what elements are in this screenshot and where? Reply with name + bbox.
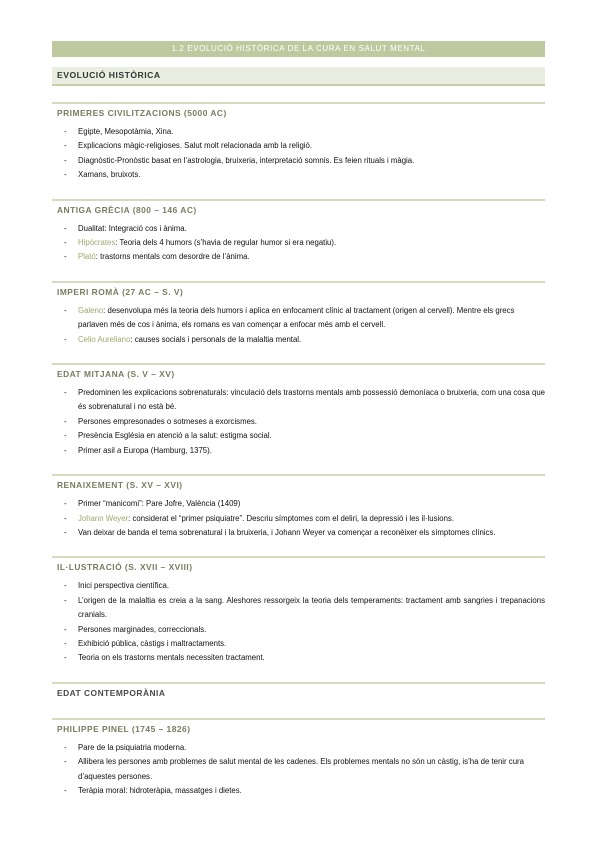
list-item-text: Dualitat: Integració cos i ànima. xyxy=(78,223,187,233)
sections-container xyxy=(52,102,545,798)
bullet-list xyxy=(52,497,545,540)
highlighted-name: Galeno xyxy=(78,305,104,315)
section xyxy=(52,474,545,540)
section-heading: EDAT CONTEMPORÀNIA xyxy=(52,682,545,702)
list-item xyxy=(78,637,545,651)
list-item xyxy=(78,222,545,236)
list-item-text: : Teoria dels 4 humors (s’havia de regular humor si era negatiu). xyxy=(115,238,337,248)
bullet-list xyxy=(52,222,545,265)
list-item xyxy=(78,429,545,443)
list-item-text: Diagnòstic-Pronòstic basat en l’astrologia, bruixeria, interpretació somnis. Es feien rituals i màgia. xyxy=(78,155,415,165)
list-item xyxy=(78,512,545,526)
section-heading: RENAIXEMENT (S. XV – XVI) xyxy=(52,474,545,494)
list-item-text: Inici perspectiva científica. xyxy=(78,581,170,591)
list-item xyxy=(78,333,545,347)
list-item-text: Van deixar de banda el tema sobrenatural i la bruixeria, i Johann Weyer va començar a reconèixer els símptomes clínics. xyxy=(78,527,496,537)
list-item xyxy=(78,139,545,153)
list-item-text: : causes socials i personals de la malaltia mental. xyxy=(130,334,302,344)
list-item-text: Primer asil a Europa (Hamburg, 1375). xyxy=(78,445,212,455)
list-item xyxy=(78,497,545,511)
list-item xyxy=(78,386,545,415)
section-heading: PRIMERES CIVILITZACIONS (5000 AC) xyxy=(52,102,545,122)
bullet-list xyxy=(52,304,545,347)
list-item xyxy=(78,651,545,665)
list-item xyxy=(78,526,545,540)
list-item xyxy=(78,168,545,182)
section xyxy=(52,199,545,265)
list-item-text: Persones marginades, correccionals. xyxy=(78,624,207,634)
document-page xyxy=(52,41,545,798)
section-heading: PHILIPPE PINEL (1745 – 1826) xyxy=(52,718,545,738)
list-item-text: Teràpia moral: hidroteràpia, massatges i dietes. xyxy=(78,785,242,795)
list-item-text: Exhibició pública, càstigs i maltractaments. xyxy=(78,638,227,648)
section xyxy=(52,718,545,799)
highlighted-name: Hipòcrates xyxy=(78,238,116,248)
section xyxy=(52,556,545,665)
highlighted-name: Johann Weyer xyxy=(78,513,129,523)
section-heading: EDAT MITJANA (S. V – XV) xyxy=(52,363,545,383)
list-item-text: Primer “manicomi”: Pare Jofre, València (1409) xyxy=(78,499,241,509)
list-item-text: Xamans, bruixots. xyxy=(78,170,141,180)
list-item xyxy=(78,304,545,333)
section xyxy=(52,682,545,702)
list-item-text: Presència Església en atenció a la salut: estigma social. xyxy=(78,431,272,441)
list-item-text: : trastorns mentals com desordre de l’ànima. xyxy=(95,252,250,262)
section-heading: ANTIGA GRÈCIA (800 – 146 AC) xyxy=(52,199,545,219)
list-item xyxy=(78,444,545,458)
highlighted-name: Plató xyxy=(78,252,96,262)
section-heading: IMPERI ROMÀ (27 AC – S. V) xyxy=(52,281,545,301)
list-item-text: Persones empresonades o sotmeses a exorcismes. xyxy=(78,416,257,426)
bullet-list xyxy=(52,579,545,665)
list-item xyxy=(78,236,545,250)
list-item-text: Egipte, Mesopotàmia, Xina. xyxy=(78,127,174,136)
list-item xyxy=(78,415,545,429)
list-item-text: Explicacions màgic-religioses. Salut molt relacionada amb la religió. xyxy=(78,141,313,151)
list-item-text: Predominen les explicacions sobrenaturals: vinculació dels trastorns mentals amb possessió demoníaca o bruixeria, com una cosa que és sobrenatural i no està bé. xyxy=(78,388,545,412)
bullet-list xyxy=(52,125,545,183)
highlighted-name: Celio Aureliano xyxy=(78,334,131,344)
list-item xyxy=(78,594,545,623)
section xyxy=(52,281,545,347)
list-item xyxy=(78,755,545,784)
list-item-text: Allibera les persones amb problemes de salut mental de les cadenes. Els problemes mentals no són un càstig, is’ha de tenir cura d’aquestes persones. xyxy=(78,757,524,781)
list-item xyxy=(78,125,545,139)
section xyxy=(52,102,545,183)
section xyxy=(52,363,545,458)
bullet-list xyxy=(52,386,545,458)
bullet-list xyxy=(52,741,545,799)
chapter-banner: 1.2 EVOLUCIÓ HISTÒRICA DE LA CURA EN SALUT MENTAL xyxy=(52,41,545,57)
list-item-text: Pare de la psiquiatria moderna. xyxy=(78,742,187,752)
list-item-text: : considerat el “primer psiquiatre”. Descriu símptomes com el deliri, la depressió i les il·lusions. xyxy=(128,513,454,523)
list-item xyxy=(78,784,545,798)
list-item xyxy=(78,250,545,264)
page-title: EVOLUCIÓ HISTÒRICA xyxy=(52,67,545,86)
list-item xyxy=(78,623,545,637)
list-item-text: : desenvolupa més la teoria dels humors i aplica en enfocament clínic al tractament (origen al cervell). Mentre els grecs parlaven més de cos i ànima, els romans es van començar a enfocar més amb el cervell. xyxy=(78,305,515,330)
section-heading: IL·LUSTRACIÓ (S. XVII – XVIII) xyxy=(52,556,545,576)
list-item-text: Teoria on els trastorns mentals necessiten tractament. xyxy=(78,653,265,663)
list-item-text: L’origen de la malaltia es creia a la sang. Aleshores ressorgeix la teoria dels temperaments: tractament amb sangries i trepanacions cranials. xyxy=(78,595,545,620)
list-item xyxy=(78,154,545,168)
list-item xyxy=(78,741,545,755)
list-item xyxy=(78,579,545,593)
